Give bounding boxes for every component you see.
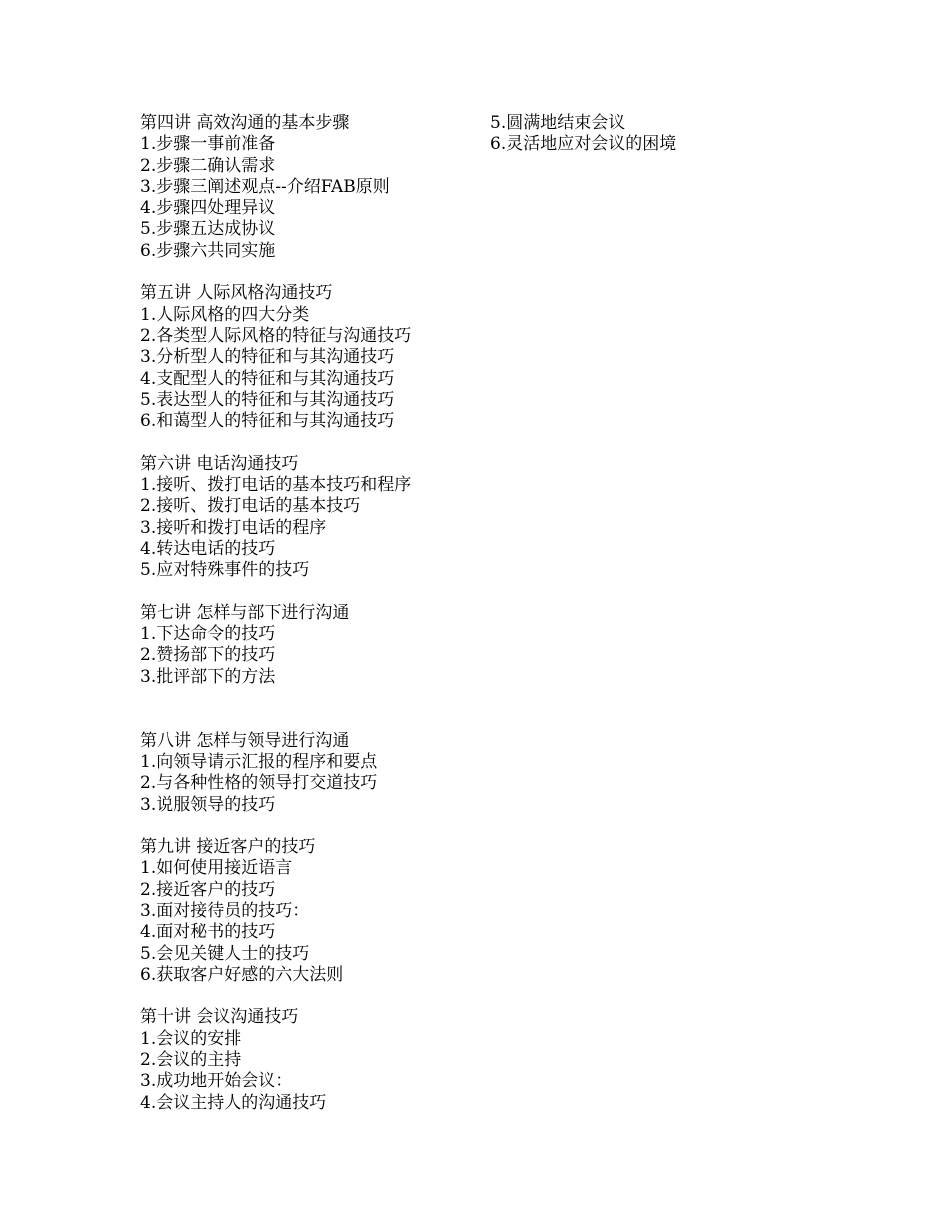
list-item: 1.步骤一事前准备 bbox=[140, 134, 276, 155]
section-spacer bbox=[140, 688, 411, 731]
section-spacer bbox=[140, 986, 411, 1007]
list-item: 1.人际风格的四大分类 bbox=[140, 304, 310, 325]
section-lecture-4 bbox=[140, 113, 411, 262]
list-item: 4.面对秘书的技巧 bbox=[140, 922, 276, 943]
list-item: 5.应对特殊事件的技巧 bbox=[140, 560, 310, 581]
list-item: 1.如何使用接近语言 bbox=[140, 858, 293, 879]
list-item: 5.圆满地结束会议 bbox=[490, 113, 626, 133]
list-item: 2.与各种性格的领导打交道技巧 bbox=[140, 773, 378, 794]
section-lecture-10-continued bbox=[490, 113, 676, 156]
section-lecture-9 bbox=[140, 837, 411, 986]
section-heading: 第八讲 怎样与领导进行沟通 bbox=[140, 730, 350, 751]
section-lecture-6 bbox=[140, 454, 411, 582]
list-item: 6.获取客户好感的六大法则 bbox=[140, 964, 344, 985]
section-lecture-10 bbox=[140, 1007, 411, 1113]
list-item: 1.向领导请示汇报的程序和要点 bbox=[140, 751, 378, 772]
list-item: 1.会议的安排 bbox=[140, 1028, 242, 1049]
list-item: 4.步骤四处理异议 bbox=[140, 198, 276, 219]
list-item: 5.表达型人的特征和与其沟通技巧 bbox=[140, 389, 395, 410]
list-item: 2.各类型人际风格的特征与沟通技巧 bbox=[140, 325, 412, 346]
list-item: 2.接近客户的技巧 bbox=[140, 879, 276, 900]
section-spacer bbox=[140, 262, 411, 283]
list-item: 3.成功地开始会议： bbox=[140, 1071, 293, 1092]
list-item: 2.接听、拨打电话的基本技巧 bbox=[140, 496, 361, 517]
list-item: 1.接听、拨打电话的基本技巧和程序 bbox=[140, 475, 412, 496]
list-item: 5.步骤五达成协议 bbox=[140, 219, 276, 240]
right-column bbox=[490, 113, 676, 156]
list-item: 3.步骤三阐述观点--介绍FAB原则 bbox=[140, 176, 390, 197]
left-column bbox=[140, 113, 411, 1114]
section-heading: 第十讲 会议沟通技巧 bbox=[140, 1007, 299, 1028]
list-item: 1.下达命令的技巧 bbox=[140, 624, 276, 645]
section-spacer bbox=[140, 816, 411, 837]
section-heading: 第七讲 怎样与部下进行沟通 bbox=[140, 602, 350, 623]
section-heading: 第四讲 高效沟通的基本步骤 bbox=[140, 113, 350, 133]
section-lecture-5 bbox=[140, 283, 411, 432]
section-heading: 第六讲 电话沟通技巧 bbox=[140, 453, 299, 474]
list-item: 3.批评部下的方法 bbox=[140, 666, 276, 687]
section-spacer bbox=[140, 432, 411, 453]
section-lecture-8 bbox=[140, 731, 411, 816]
list-item: 2.会议的主持 bbox=[140, 1050, 242, 1071]
list-item: 6.灵活地应对会议的困境 bbox=[490, 134, 677, 155]
list-item: 2.步骤二确认需求 bbox=[140, 155, 276, 176]
list-item: 3.接听和拨打电话的程序 bbox=[140, 517, 327, 538]
list-item: 2.赞扬部下的技巧 bbox=[140, 645, 276, 666]
list-item: 4.会议主持人的沟通技巧 bbox=[140, 1092, 327, 1113]
section-lecture-7 bbox=[140, 603, 411, 688]
list-item: 6.步骤六共同实施 bbox=[140, 240, 276, 261]
list-item: 6.和蔼型人的特征和与其沟通技巧 bbox=[140, 411, 395, 432]
list-item: 3.说服领导的技巧 bbox=[140, 794, 276, 815]
list-item: 3.分析型人的特征和与其沟通技巧 bbox=[140, 347, 395, 368]
section-spacer bbox=[140, 582, 411, 603]
list-item: 4.支配型人的特征和与其沟通技巧 bbox=[140, 368, 395, 389]
list-item: 4.转达电话的技巧 bbox=[140, 538, 276, 559]
list-item: 3.面对接待员的技巧： bbox=[140, 900, 310, 921]
section-heading: 第九讲 接近客户的技巧 bbox=[140, 837, 316, 858]
section-heading: 第五讲 人际风格沟通技巧 bbox=[140, 283, 333, 304]
list-item: 5.会见关键人士的技巧 bbox=[140, 943, 310, 964]
